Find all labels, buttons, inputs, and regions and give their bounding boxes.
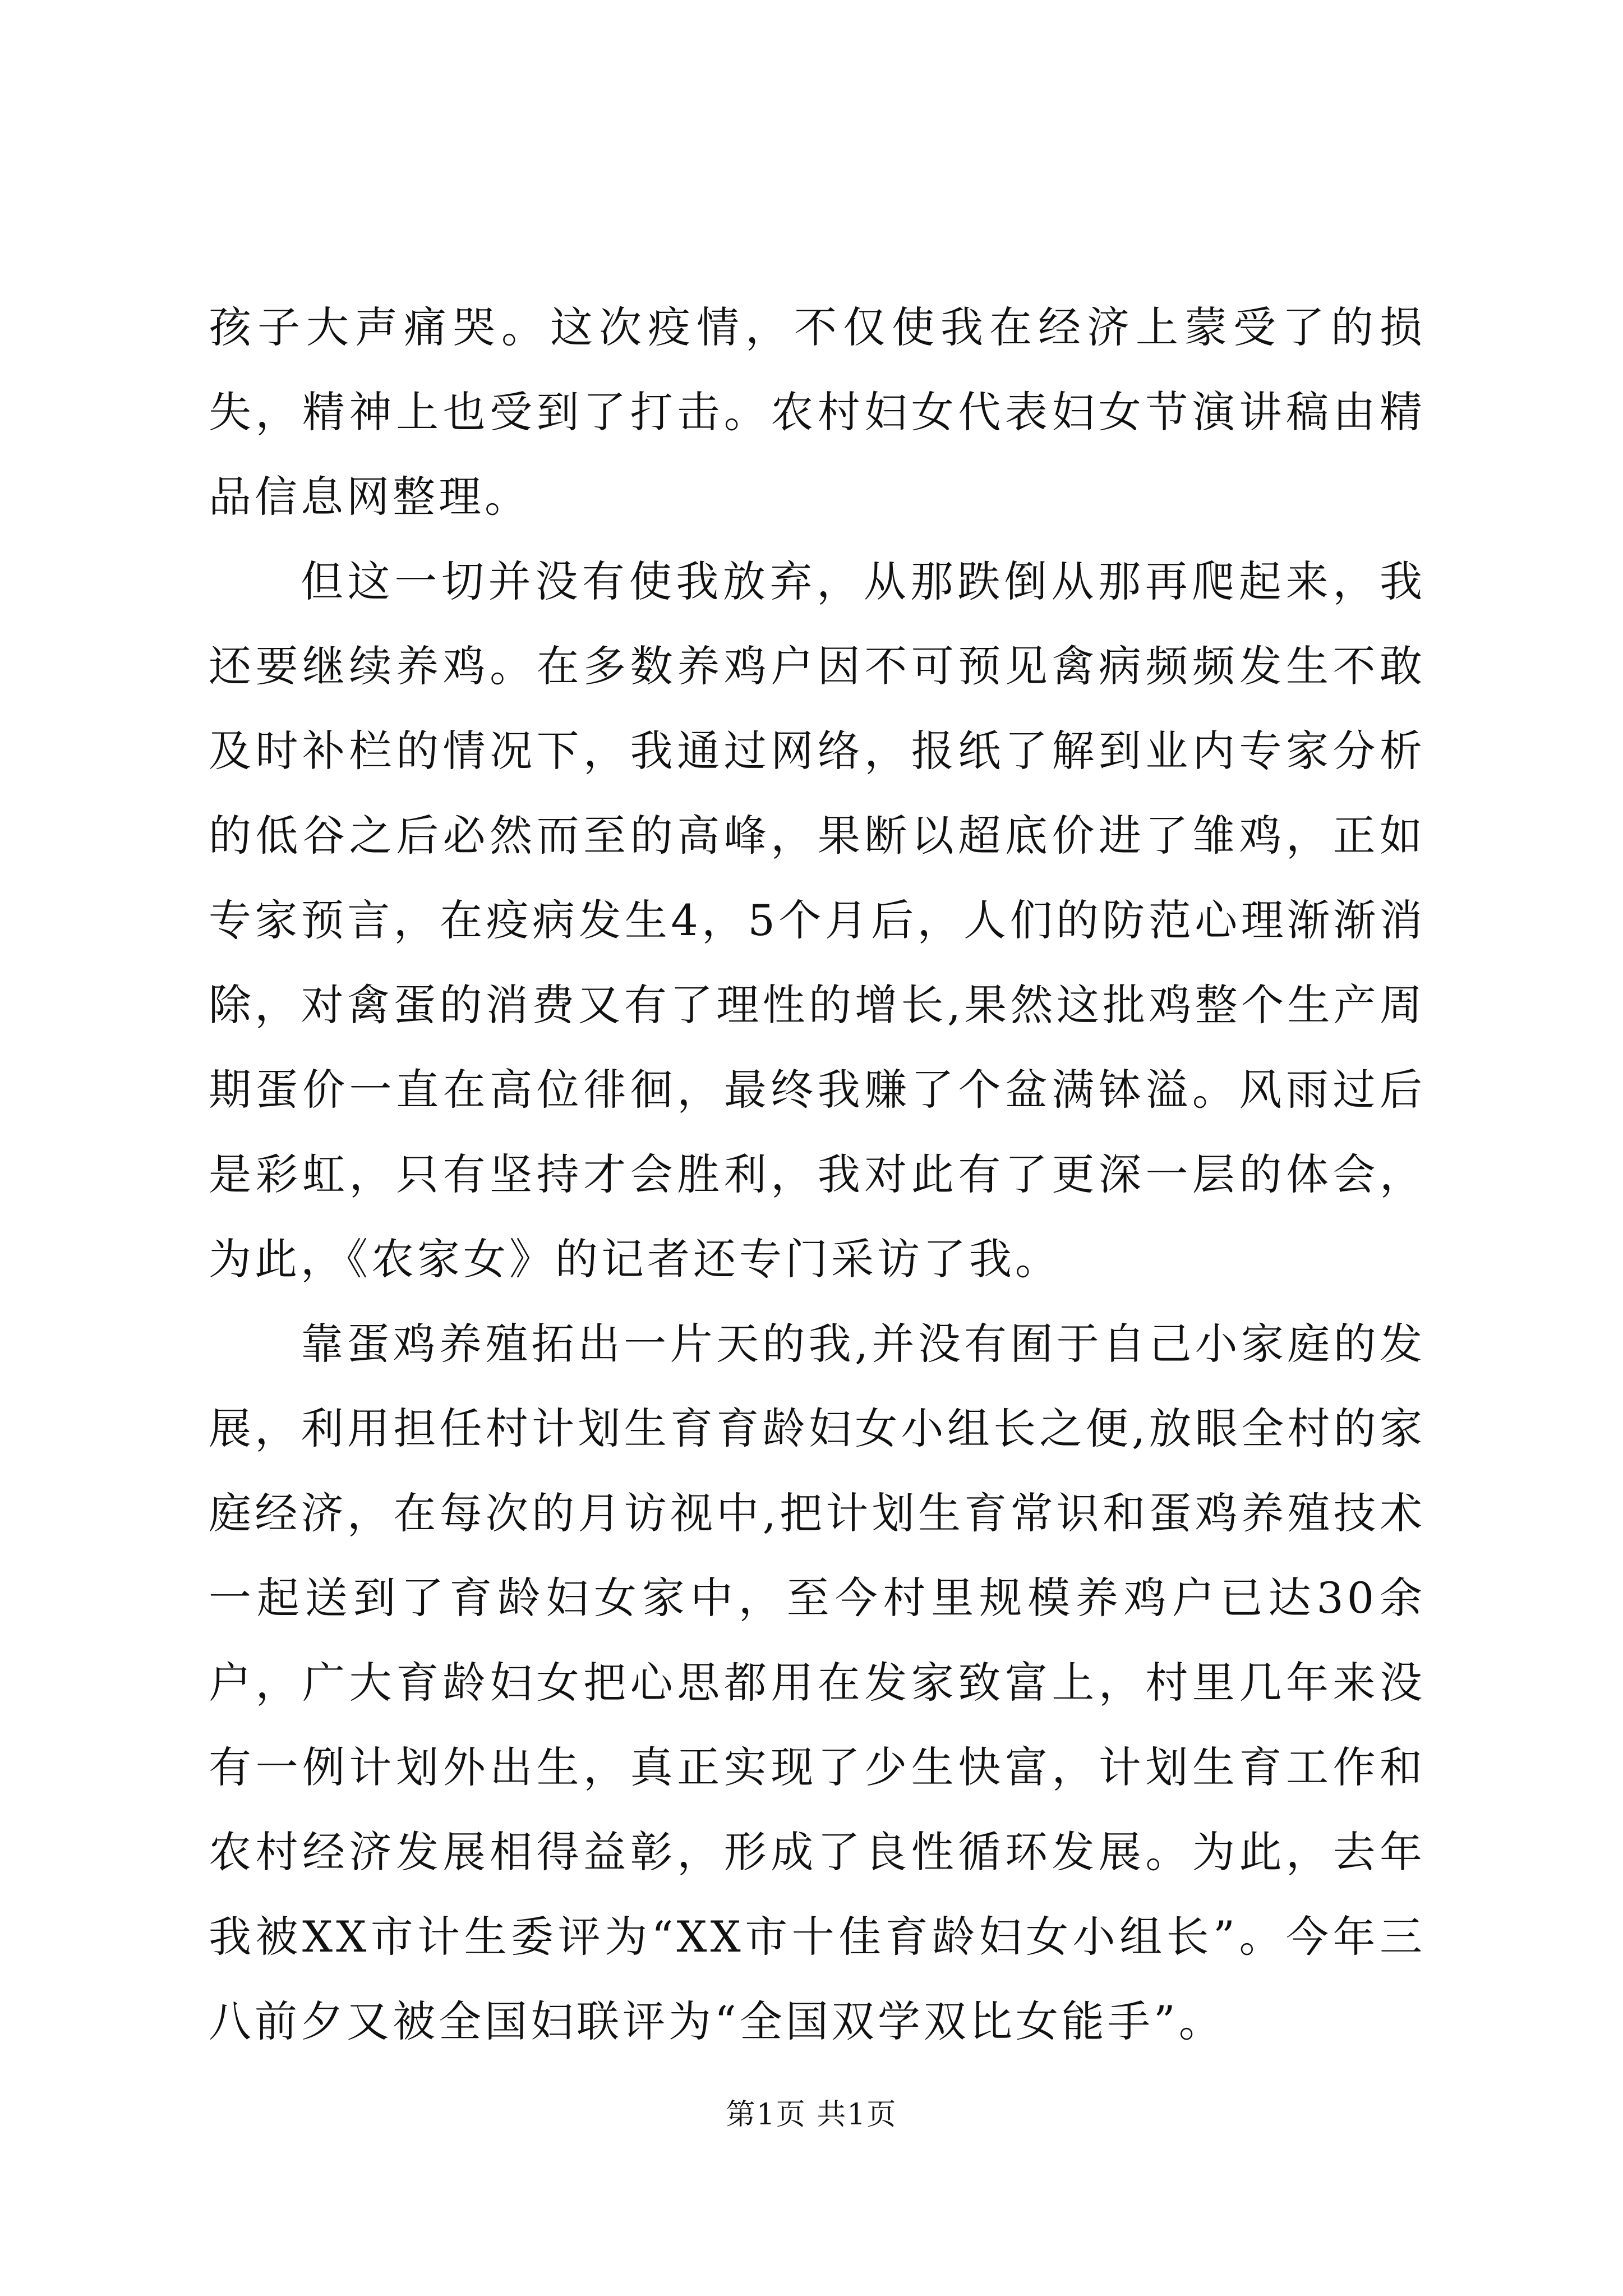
paragraph-village-development: 靠蛋鸡养殖拓出一片天的我,并没有囿于自己小家庭的发展，利用担任村计划生育育龄妇女小组长之便,放眼全村的家庭经济，在每次的月访视中,把计划生育常识和蛋鸡养殖技术一起送到了育龄妇女家中，至今村里规模养鸡户已达30余户，广大育龄妇女把心思都用在发家致富上，村里几年来没有一例计划外出生，真正实现了少生快富，计划生育工作和农村经济发展相得益彰，形成了良性循环发展。为此，去年我被XX市计生委评为“XX市十佳育龄妇女小组长”。今年三八前夕又被全国妇联评为“全国双学双比女能手”。 <box>209 1319 1426 2046</box>
paragraph-continuation: 孩子大声痛哭。这次疫情，不仅使我在经济上蒙受了的损失，精神上也受到了打击。农村妇女代表妇女节演讲稿由精品信息网整理。 <box>209 302 1426 522</box>
page-number-footer: 第1页 共1页 <box>726 2098 897 2132</box>
document-body <box>209 285 1426 2064</box>
paragraph-perseverance: 但这一切并没有使我放弃，从那跌倒从那再爬起来，我还要继续养鸡。在多数养鸡户因不可预见禽病频频发生不敢及时补栏的情况下，我通过网络，报纸了解到业内专家分析的低谷之后必然而至的高峰，果断以超底价进了雏鸡，正如专家预言，在疫病发生4，5个月后，人们的防范心理渐渐消除，对禽蛋的消费又有了理性的增长,果然这批鸡整个生产周期蛋价一直在高位徘徊，最终我赚了个盆满钵溢。风雨过后是彩虹，只有坚持才会胜利，我对此有了更深一层的体会，为此，《农家女》的记者还专门采访了我。 <box>209 556 1426 1284</box>
